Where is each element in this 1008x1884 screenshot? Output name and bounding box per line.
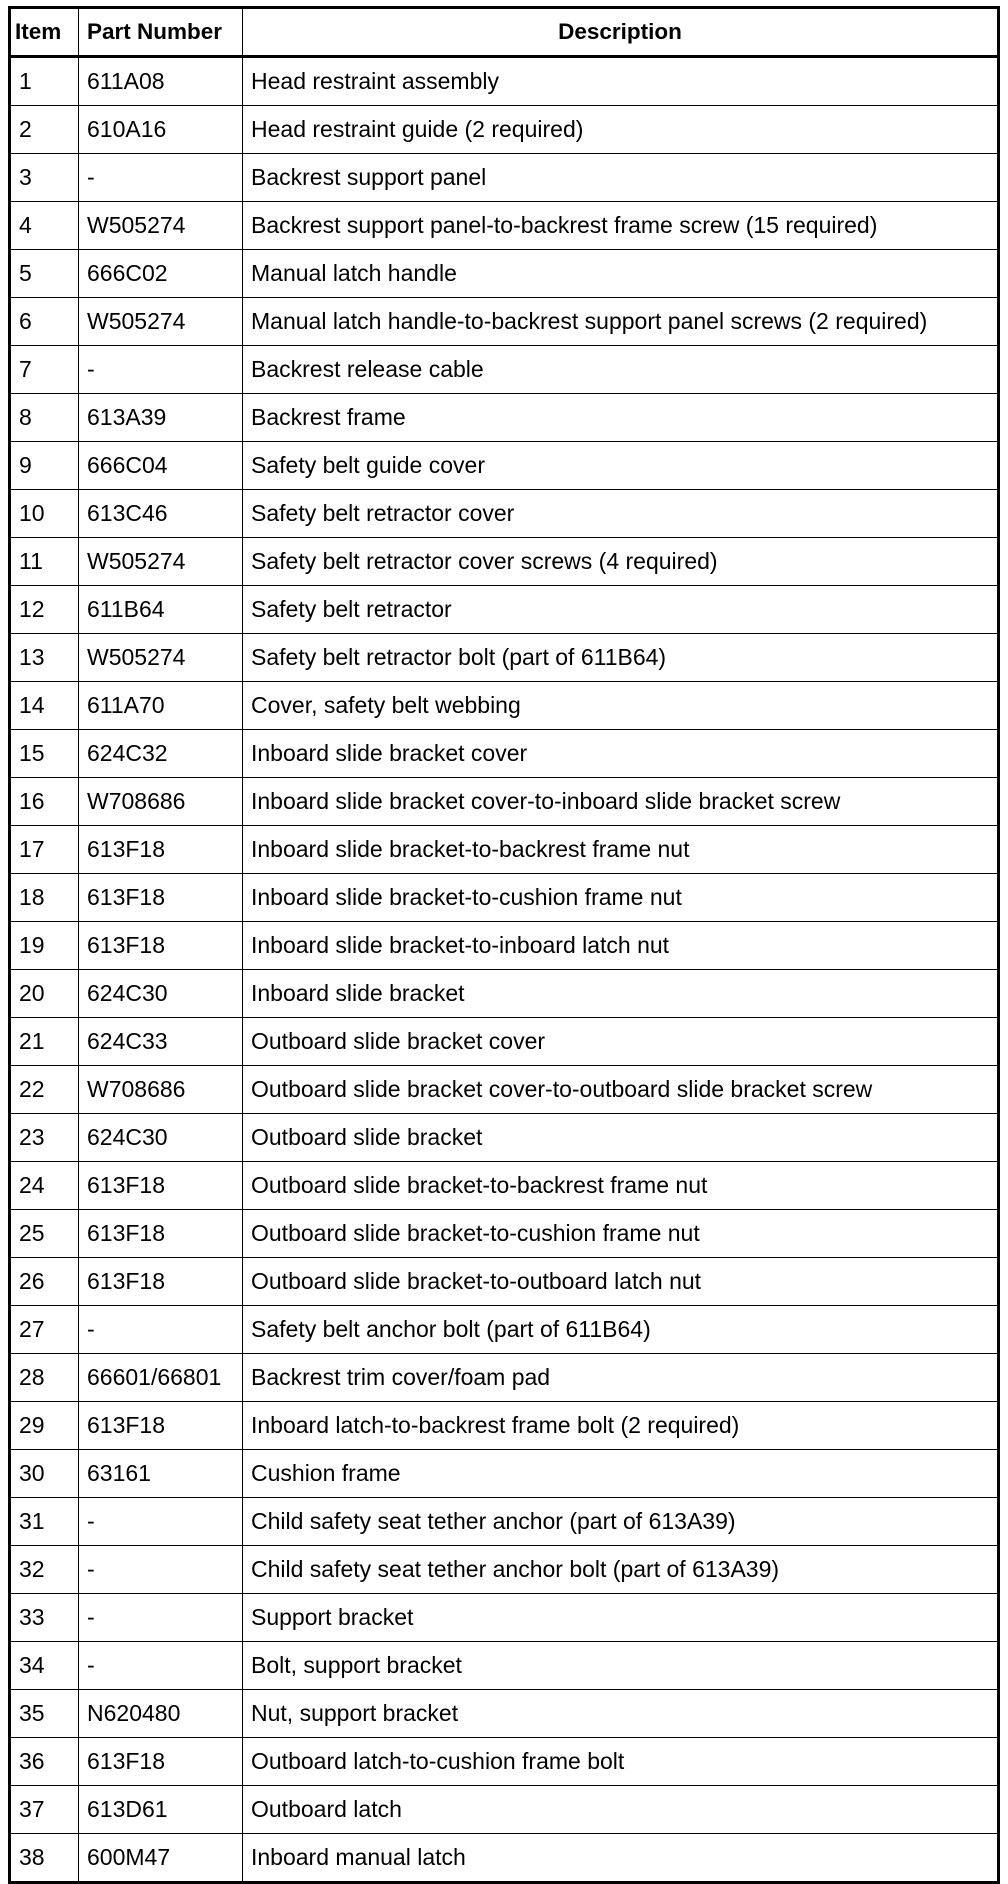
item-cell: 12	[10, 586, 79, 634]
item-cell: 17	[10, 826, 79, 874]
item-cell: 6	[10, 298, 79, 346]
item-cell: 38	[10, 1834, 79, 1883]
description-cell: Backrest support panel-to-backrest frame screw (15 required)	[243, 202, 999, 250]
table-row	[10, 1738, 999, 1786]
item-cell: 4	[10, 202, 79, 250]
item-cell: 3	[10, 154, 79, 202]
description-cell: Nut, support bracket	[243, 1690, 999, 1738]
table-row	[10, 1642, 999, 1690]
part-number-cell: -	[79, 1306, 243, 1354]
description-cell: Cover, safety belt webbing	[243, 682, 999, 730]
part-number-cell: W708686	[79, 778, 243, 826]
part-number-cell: 613D61	[79, 1786, 243, 1834]
item-cell: 24	[10, 1162, 79, 1210]
item-cell: 25	[10, 1210, 79, 1258]
description-cell: Head restraint assembly	[243, 57, 999, 106]
part-number-cell: 600M47	[79, 1834, 243, 1883]
column-header-description: Description	[243, 8, 999, 57]
description-cell: Safety belt anchor bolt (part of 611B64)	[243, 1306, 999, 1354]
parts-table-body	[10, 57, 999, 1883]
part-number-cell: 611A70	[79, 682, 243, 730]
part-number-cell: 613F18	[79, 1162, 243, 1210]
part-number-cell: -	[79, 1498, 243, 1546]
item-cell: 9	[10, 442, 79, 490]
part-number-cell: W505274	[79, 298, 243, 346]
description-cell: Safety belt retractor cover	[243, 490, 999, 538]
item-cell: 33	[10, 1594, 79, 1642]
description-cell: Backrest release cable	[243, 346, 999, 394]
item-cell: 36	[10, 1738, 79, 1786]
column-header-item: Item	[10, 8, 79, 57]
item-cell: 2	[10, 106, 79, 154]
part-number-cell: 613F18	[79, 1258, 243, 1306]
table-row	[10, 1834, 999, 1883]
description-cell: Backrest trim cover/foam pad	[243, 1354, 999, 1402]
item-cell: 15	[10, 730, 79, 778]
part-number-cell: W505274	[79, 538, 243, 586]
table-row	[10, 298, 999, 346]
part-number-cell: 613F18	[79, 874, 243, 922]
parts-table	[8, 6, 1000, 1884]
table-row	[10, 1162, 999, 1210]
description-cell: Safety belt retractor cover screws (4 required)	[243, 538, 999, 586]
table-row	[10, 154, 999, 202]
table-row	[10, 1210, 999, 1258]
description-cell: Manual latch handle	[243, 250, 999, 298]
table-row	[10, 1306, 999, 1354]
parts-table-container	[8, 6, 1000, 1884]
item-cell: 23	[10, 1114, 79, 1162]
table-row	[10, 202, 999, 250]
part-number-cell: 624C30	[79, 1114, 243, 1162]
item-cell: 32	[10, 1546, 79, 1594]
item-cell: 20	[10, 970, 79, 1018]
item-cell: 16	[10, 778, 79, 826]
table-row	[10, 490, 999, 538]
table-row	[10, 106, 999, 154]
part-number-cell: 613A39	[79, 394, 243, 442]
part-number-cell: 613F18	[79, 922, 243, 970]
table-row	[10, 682, 999, 730]
item-cell: 5	[10, 250, 79, 298]
item-cell: 7	[10, 346, 79, 394]
table-row	[10, 394, 999, 442]
table-row	[10, 250, 999, 298]
part-number-cell: 666C04	[79, 442, 243, 490]
description-cell: Outboard latch-to-cushion frame bolt	[243, 1738, 999, 1786]
item-cell: 8	[10, 394, 79, 442]
table-row	[10, 1690, 999, 1738]
description-cell: Backrest support panel	[243, 154, 999, 202]
part-number-cell: 666C02	[79, 250, 243, 298]
item-cell: 27	[10, 1306, 79, 1354]
item-cell: 11	[10, 538, 79, 586]
description-cell: Inboard slide bracket cover-to-inboard slide bracket screw	[243, 778, 999, 826]
description-cell: Safety belt retractor bolt (part of 611B64)	[243, 634, 999, 682]
item-cell: 30	[10, 1450, 79, 1498]
table-row	[10, 634, 999, 682]
description-cell: Outboard slide bracket cover-to-outboard slide bracket screw	[243, 1066, 999, 1114]
item-cell: 21	[10, 1018, 79, 1066]
header-row	[10, 8, 999, 57]
table-row	[10, 1018, 999, 1066]
description-cell: Child safety seat tether anchor (part of 613A39)	[243, 1498, 999, 1546]
part-number-cell: N620480	[79, 1690, 243, 1738]
item-cell: 29	[10, 1402, 79, 1450]
description-cell: Inboard slide bracket-to-backrest frame nut	[243, 826, 999, 874]
description-cell: Outboard slide bracket-to-backrest frame nut	[243, 1162, 999, 1210]
description-cell: Outboard slide bracket	[243, 1114, 999, 1162]
table-row	[10, 538, 999, 586]
description-cell: Safety belt retractor	[243, 586, 999, 634]
part-number-cell: 613F18	[79, 1210, 243, 1258]
part-number-cell: W505274	[79, 202, 243, 250]
item-cell: 35	[10, 1690, 79, 1738]
item-cell: 31	[10, 1498, 79, 1546]
item-cell: 13	[10, 634, 79, 682]
table-row	[10, 1114, 999, 1162]
part-number-cell: -	[79, 1594, 243, 1642]
table-row	[10, 346, 999, 394]
description-cell: Support bracket	[243, 1594, 999, 1642]
table-row	[10, 1786, 999, 1834]
item-cell: 19	[10, 922, 79, 970]
table-row	[10, 778, 999, 826]
table-row	[10, 1450, 999, 1498]
part-number-cell: -	[79, 154, 243, 202]
part-number-cell: -	[79, 1642, 243, 1690]
table-row	[10, 1402, 999, 1450]
description-cell: Outboard slide bracket-to-cushion frame nut	[243, 1210, 999, 1258]
part-number-cell: 611A08	[79, 57, 243, 106]
description-cell: Safety belt guide cover	[243, 442, 999, 490]
part-number-cell: 624C33	[79, 1018, 243, 1066]
table-row	[10, 826, 999, 874]
description-cell: Outboard slide bracket-to-outboard latch nut	[243, 1258, 999, 1306]
description-cell: Inboard slide bracket-to-cushion frame nut	[243, 874, 999, 922]
description-cell: Child safety seat tether anchor bolt (part of 613A39)	[243, 1546, 999, 1594]
table-row	[10, 442, 999, 490]
part-number-cell: 610A16	[79, 106, 243, 154]
table-row	[10, 874, 999, 922]
item-cell: 26	[10, 1258, 79, 1306]
description-cell: Inboard latch-to-backrest frame bolt (2 required)	[243, 1402, 999, 1450]
part-number-cell: 613C46	[79, 490, 243, 538]
part-number-cell: -	[79, 346, 243, 394]
table-row	[10, 730, 999, 778]
parts-table-header	[10, 8, 999, 57]
part-number-cell: W505274	[79, 634, 243, 682]
item-cell: 22	[10, 1066, 79, 1114]
description-cell: Cushion frame	[243, 1450, 999, 1498]
part-number-cell: 63161	[79, 1450, 243, 1498]
description-cell: Head restraint guide (2 required)	[243, 106, 999, 154]
item-cell: 28	[10, 1354, 79, 1402]
part-number-cell: 613F18	[79, 826, 243, 874]
item-cell: 34	[10, 1642, 79, 1690]
description-cell: Inboard slide bracket	[243, 970, 999, 1018]
description-cell: Outboard latch	[243, 1786, 999, 1834]
part-number-cell: 624C30	[79, 970, 243, 1018]
part-number-cell: 66601/66801	[79, 1354, 243, 1402]
description-cell: Inboard slide bracket cover	[243, 730, 999, 778]
table-row	[10, 1498, 999, 1546]
part-number-cell: -	[79, 1546, 243, 1594]
description-cell: Backrest frame	[243, 394, 999, 442]
description-cell: Inboard manual latch	[243, 1834, 999, 1883]
item-cell: 1	[10, 57, 79, 106]
part-number-cell: 613F18	[79, 1402, 243, 1450]
part-number-cell: 624C32	[79, 730, 243, 778]
table-row	[10, 57, 999, 106]
table-row	[10, 1546, 999, 1594]
item-cell: 10	[10, 490, 79, 538]
part-number-cell: W708686	[79, 1066, 243, 1114]
table-row	[10, 1066, 999, 1114]
table-row	[10, 970, 999, 1018]
table-row	[10, 1594, 999, 1642]
table-row	[10, 586, 999, 634]
item-cell: 37	[10, 1786, 79, 1834]
description-cell: Bolt, support bracket	[243, 1642, 999, 1690]
table-row	[10, 1354, 999, 1402]
item-cell: 18	[10, 874, 79, 922]
table-row	[10, 922, 999, 970]
column-header-part-number: Part Number	[79, 8, 243, 57]
part-number-cell: 611B64	[79, 586, 243, 634]
description-cell: Manual latch handle-to-backrest support panel screws (2 required)	[243, 298, 999, 346]
description-cell: Outboard slide bracket cover	[243, 1018, 999, 1066]
table-row	[10, 1258, 999, 1306]
description-cell: Inboard slide bracket-to-inboard latch nut	[243, 922, 999, 970]
item-cell: 14	[10, 682, 79, 730]
part-number-cell: 613F18	[79, 1738, 243, 1786]
